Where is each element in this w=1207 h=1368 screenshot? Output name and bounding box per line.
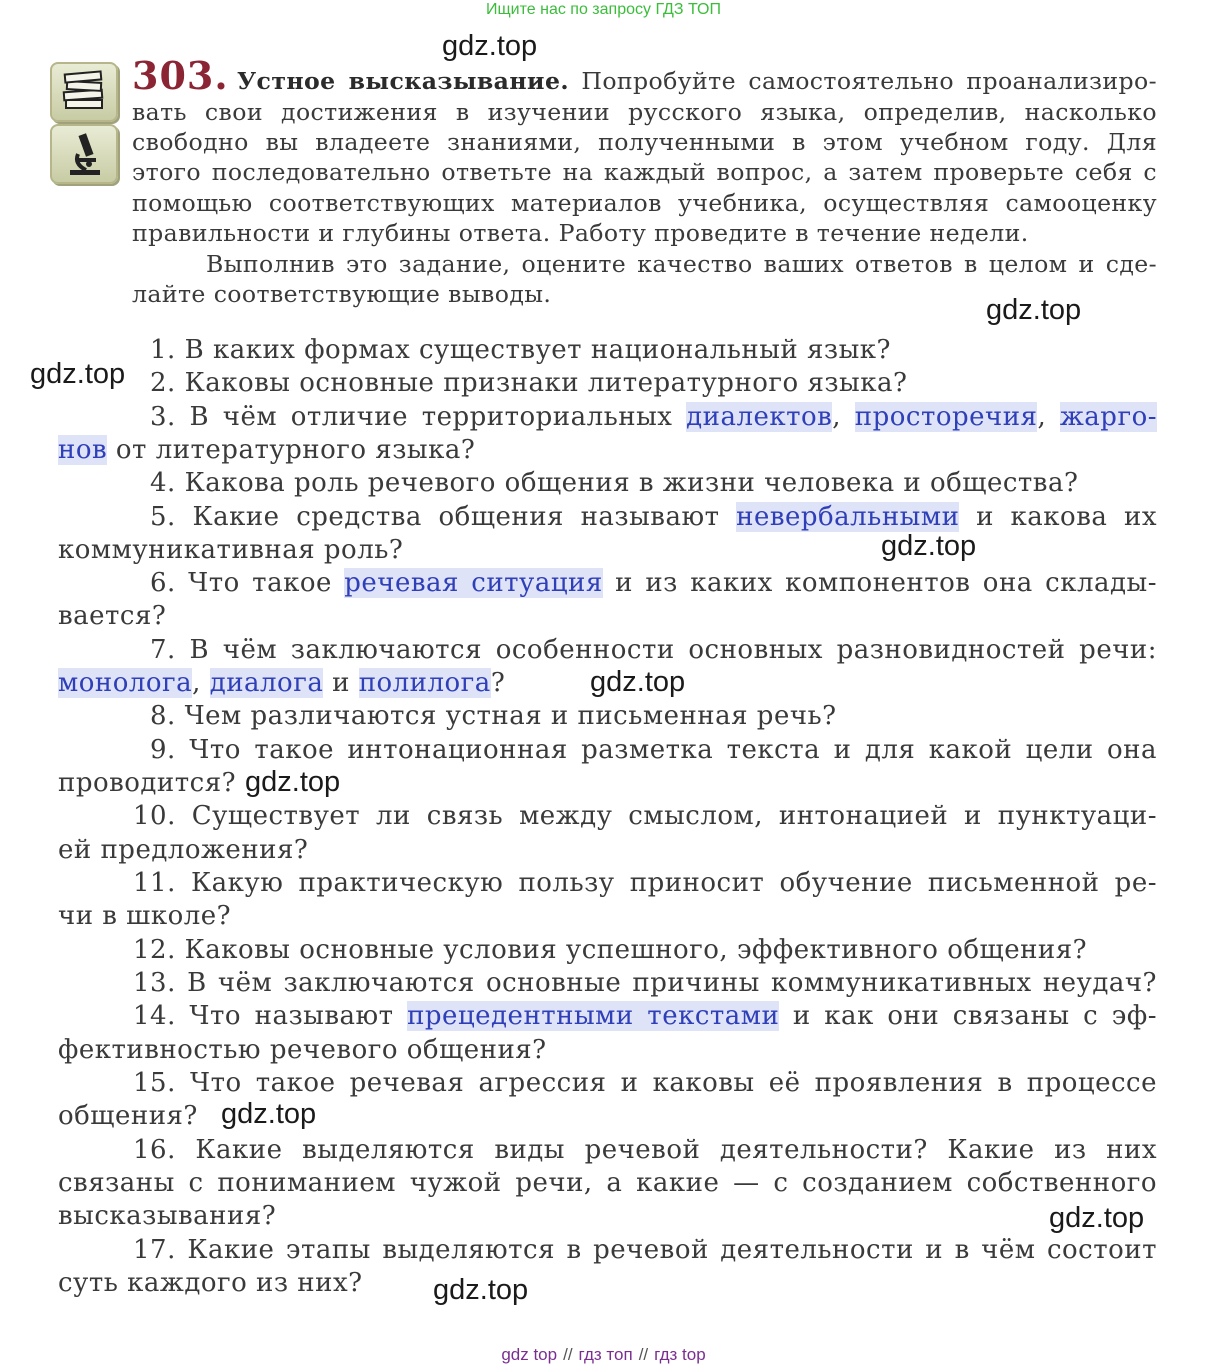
watermark: gdz.top <box>433 1274 529 1306</box>
task-line-6: правильности и глубины ответа. Работу проведите в течение недели. <box>132 219 1029 247</box>
term-jargon-end[interactable]: нов <box>58 435 108 465</box>
question-8: 8. Чем различаются устная и письменная речь? <box>150 701 837 731</box>
question-6-cont: вается? <box>58 601 167 631</box>
watermark: gdz.top <box>245 766 341 798</box>
question-5 <box>150 501 1157 534</box>
question-9: 9. Что такое интонационная разметка текста и для какой цели она <box>150 735 1157 765</box>
q14-text: 14. Что называют <box>133 1001 408 1031</box>
q3-text-end: от литературного языка? <box>107 435 476 465</box>
q6-text: 6. Что такое <box>150 568 345 598</box>
q3-sep2: , <box>1037 402 1060 432</box>
question-2: 2. Каковы основные признаки литературного языка? <box>150 368 908 398</box>
footer <box>0 1345 1207 1365</box>
footer-link-1[interactable]: gdz top <box>501 1345 558 1364</box>
term-polylogue[interactable]: полилога <box>358 668 491 698</box>
question-11-cont: чи в школе? <box>58 901 232 931</box>
term-dialects[interactable]: диалектов <box>686 402 833 432</box>
q7-sep: , <box>192 668 210 698</box>
term-speech-situation[interactable]: речевая ситуация <box>344 568 603 598</box>
watermark: gdz.top <box>986 294 1082 326</box>
footer-sep: // <box>563 1345 573 1364</box>
question-17: 17. Какие этапы выделяются в речевой деятельности и в чём состоит <box>133 1235 1157 1265</box>
watermark: gdz.top <box>590 666 686 698</box>
watermark: gdz.top <box>881 530 977 562</box>
question-17-cont: суть каждого из них? <box>58 1268 363 1298</box>
question-14-cont: фективностью речевого общения? <box>58 1035 547 1065</box>
footer-link-3[interactable]: гдз top <box>654 1345 706 1364</box>
term-monologue[interactable]: монолога <box>58 668 193 698</box>
question-4: 4. Какова роль речевого общения в жизни человека и общества? <box>150 468 1079 498</box>
question-3-cont <box>58 434 475 467</box>
question-7-cont <box>58 667 505 700</box>
question-6 <box>150 567 1157 600</box>
question-7: 7. В чём заключаются особенности основных разновидностей речи: <box>150 635 1157 665</box>
q6-text-2: и из каких компонентов она склады- <box>602 568 1157 598</box>
q3-text: 3. В чём отличие территориальных <box>150 402 687 432</box>
task-line-4: этого последовательно ответьте на каждый вопрос, а затем проверьте себя с <box>132 158 1157 186</box>
question-16-cont: связаны с пониманием чужой речи, а какие — с созданием собственного <box>58 1168 1157 1198</box>
watermark: gdz.top <box>221 1098 317 1130</box>
task-title: Устное высказывание. <box>237 67 569 95</box>
term-nonverbal[interactable]: невербальными <box>736 502 960 532</box>
task-line-5: помощью соответствующих материалов учебника, осуществляя самооценку <box>132 189 1157 217</box>
footer-sep: // <box>638 1345 649 1364</box>
q3-sep: , <box>832 402 855 432</box>
question-15-cont: общения? <box>58 1101 198 1131</box>
microscope-icon <box>50 124 118 184</box>
search-banner[interactable]: Ищите нас по запросу ГДЗ ТОП <box>486 1 721 18</box>
task-line-3: свободно вы владеете знаниями, полученными в этом учебном году. Для <box>132 128 1157 156</box>
question-9-cont: проводится? <box>58 768 237 798</box>
task-number: 303. <box>132 53 229 98</box>
question-10: 10. Существует ли связь между смыслом, интонацией и пунктуаци- <box>133 801 1157 831</box>
task-line-1 <box>237 66 1157 96</box>
question-5-cont: коммуникативная роль? <box>58 535 404 565</box>
question-16-cont-2: высказывания? <box>58 1201 277 1231</box>
term-prostorechie[interactable]: просторечия <box>854 402 1038 432</box>
question-14 <box>133 1000 1157 1033</box>
question-3 <box>150 401 1157 434</box>
watermark: gdz.top <box>1049 1202 1145 1234</box>
q5-text: 5. Какие средства общения называют <box>150 502 737 532</box>
question-15: 15. Что такое речевая агрессия и каковы её проявления в процессе <box>133 1068 1157 1098</box>
term-precedent-texts[interactable]: прецедентными текстами <box>407 1001 780 1031</box>
question-1: 1. В каких формах существует национальный язык? <box>150 335 891 365</box>
footer-link-2[interactable]: гдз топ <box>578 1345 633 1364</box>
q5-text-2: и какова их <box>959 502 1157 532</box>
question-16: 16. Какие выделяются виды речевой деятельности? Какие из них <box>133 1135 1157 1165</box>
books-icon <box>50 62 118 122</box>
task-line-2: вать свои достижения в изучении русского языка, определив, насколько <box>132 98 1157 126</box>
question-11: 11. Какую практическую пользу приносит обучение письменной ре- <box>133 868 1157 898</box>
task-line-8: лайте соответствующие выводы. <box>132 280 552 308</box>
question-13: 13. В чём заключаются основные причины коммуникативных неудач? <box>133 968 1157 998</box>
watermark: gdz.top <box>442 30 538 62</box>
q14-text-2: и как они связаны с эф- <box>779 1001 1157 1031</box>
question-12: 12. Каковы основные условия успешного, эффективного общения? <box>133 935 1088 965</box>
term-jargon[interactable]: жарго- <box>1059 402 1158 432</box>
question-10-cont: ей предложения? <box>58 835 309 865</box>
q7-end: ? <box>490 668 506 698</box>
task-line-7: Выполнив это задание, оцените качество ваших ответов в целом и сде- <box>206 250 1157 278</box>
task-text: Попробуйте самостоятельно проанализиро- <box>568 67 1157 95</box>
watermark: gdz.top <box>30 358 126 390</box>
term-dialogue[interactable]: диалога <box>209 668 324 698</box>
q7-sep2: и <box>323 668 359 698</box>
